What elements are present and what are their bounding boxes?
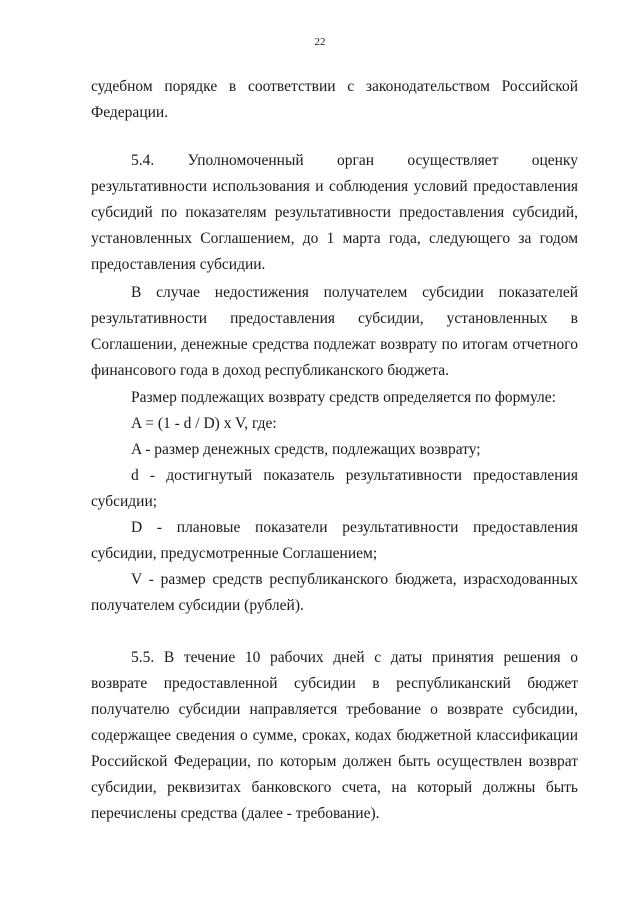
paragraph-refund-condition: В случае недостижения получателем субсидии показателей результативности предоставления субсидии, установленных в Соглашении, денежные средства подлежат возврату по итогам отчетного финансового года в доход республиканского бюджета. xyxy=(91,284,578,379)
paragraph-formula-a: A - размер денежных средств, подлежащих возврату; xyxy=(131,441,481,458)
paragraph-5-4: 5.4. Уполномоченный орган осуществляет оценку результативности использования и соблюдения условий предоставления субсидий по показателям результативности предоставления субсидий, установленных Соглашением, до 1 марта года, следующего за годом предоставления субсидии. xyxy=(91,152,578,273)
paragraph-continuation: судебном порядке в соответствии с законодательством Российской Федерации. xyxy=(91,78,578,121)
page-number: 22 xyxy=(314,36,326,48)
paragraph-formula-v: V - размер средств республиканского бюджета, израсходованных получателем субсидии (рублей). xyxy=(91,571,578,614)
paragraph-formula: A = (1 - d / D) x V, где: xyxy=(131,415,277,432)
paragraph-formula-d-upper: D - плановые показатели результативности предоставления субсидии, предусмотренные Соглашением; xyxy=(91,519,578,562)
paragraph-formula-d-lower: d - достигнутый показатель результативности предоставления субсидии; xyxy=(91,467,578,510)
paragraph-5-5: 5.5. В течение 10 рабочих дней с даты принятия решения о возврате предоставленной субсидии в республиканский бюджет получателю субсидии направляется требование о возврате субсидии, содержащее сведения о сумме, сроках, кодах бюджетной классификации Российской Федерации, по которым должен быть осуществлен возврат субсидии, реквизитах банковского счета, на который должны быть перечислены средства (далее - требование). xyxy=(91,649,578,822)
paragraph-formula-intro: Размер подлежащих возврату средств определяется по формуле: xyxy=(131,389,556,406)
